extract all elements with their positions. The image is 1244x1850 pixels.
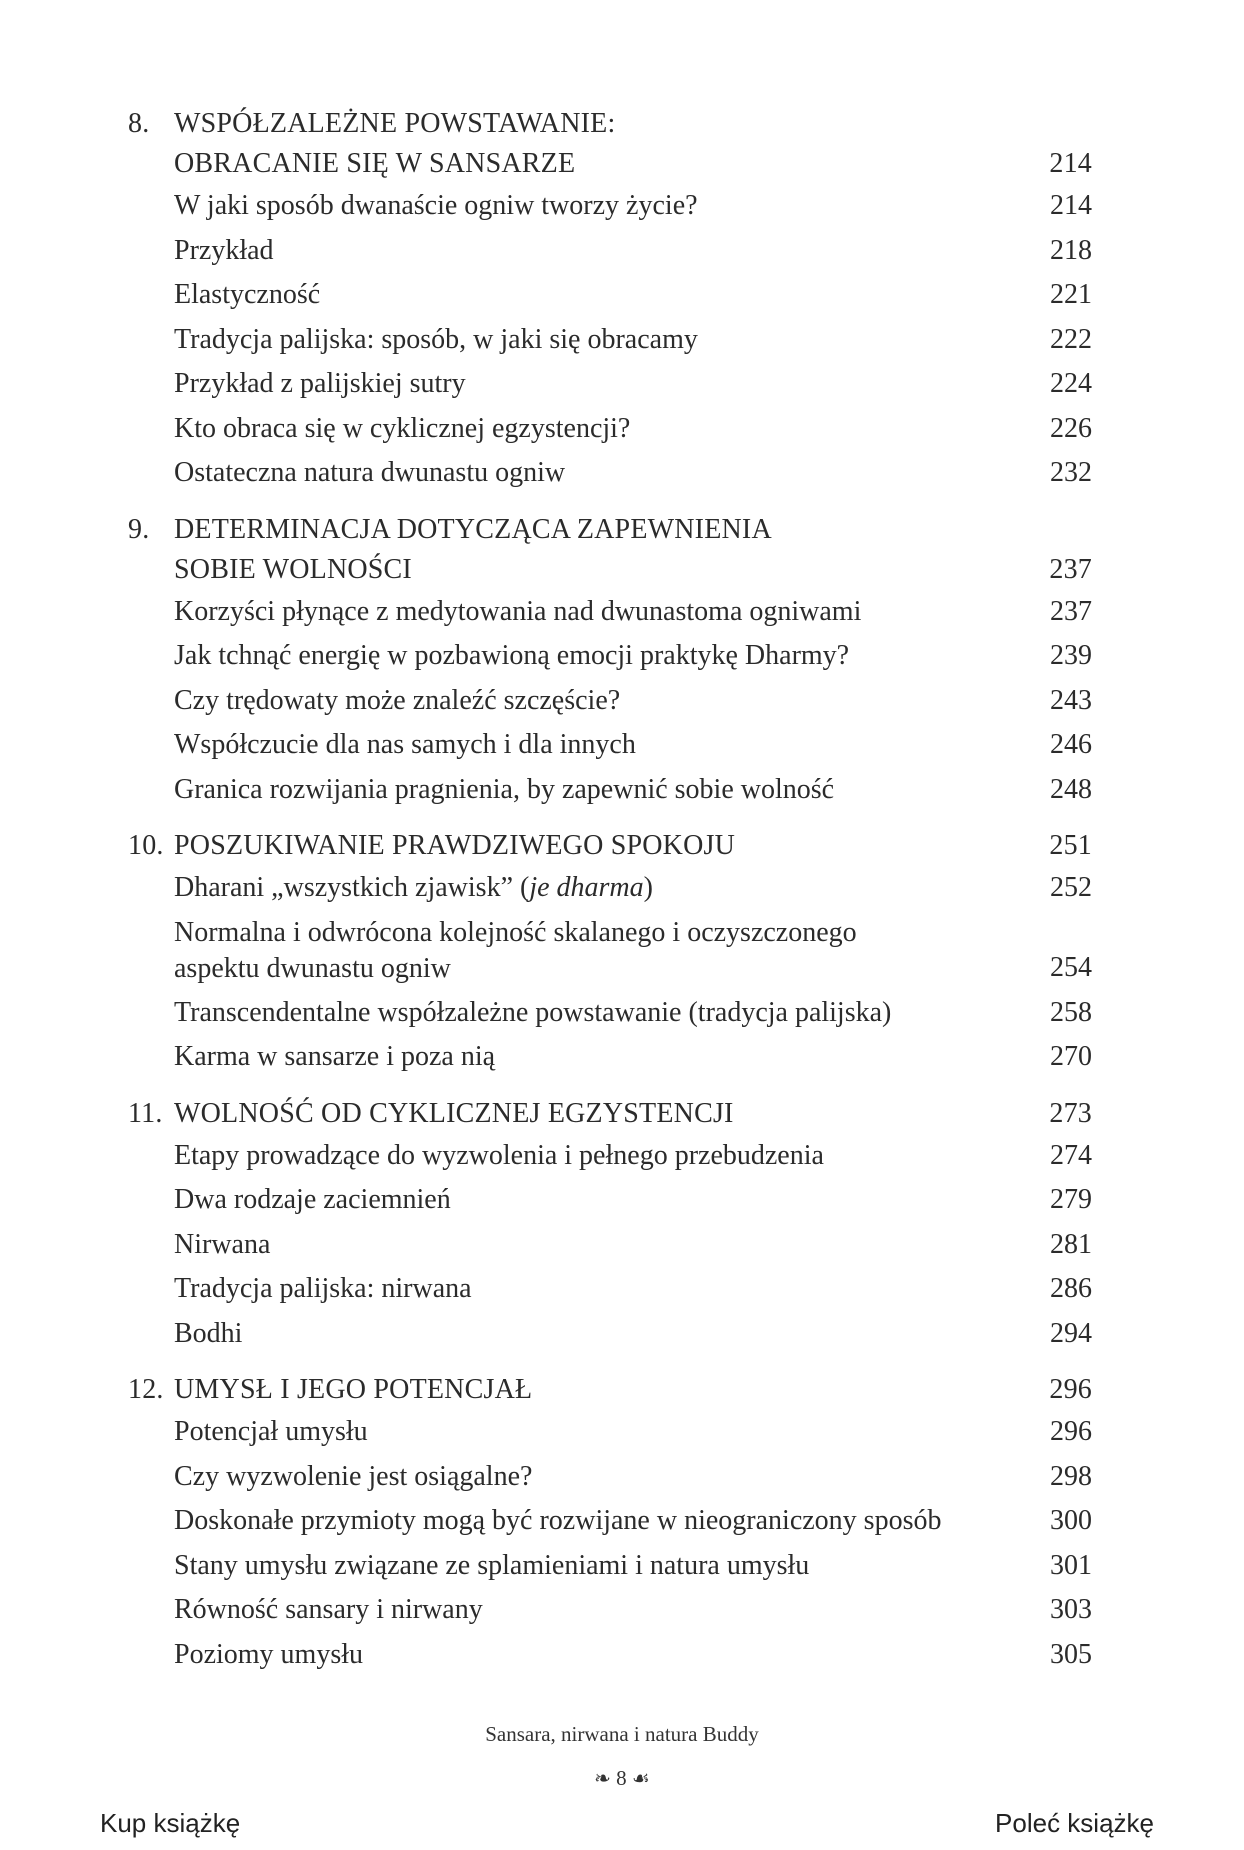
toc-entry-title-italic: je dharma [529,872,644,903]
toc-entry [128,991,1092,1036]
toc-entry-page-number: 254 [1050,952,1092,983]
toc-entry-page-number: 218 [1050,234,1092,266]
ornament-left-icon: ❧ [594,1768,611,1790]
toc-entry-title: Normalna i odwrócona kolejność skalanego i oczyszczonego aspektu dwunastu ogniw [174,916,857,984]
toc-entry [128,590,1092,635]
chapter-title: UMYSŁ I JEGO POTENCJAŁ [174,1374,533,1405]
toc-entry-title: Transcendentalne współzależne powstawanie (tradycja palijska) [174,996,892,1028]
toc-entry-page-number: 298 [1050,1460,1092,1492]
toc-entry [128,1588,1092,1633]
toc-entry-title: Współczucie dla nas samych i dla innych [174,729,636,760]
recommend-book-link[interactable]: Poleć książkę [995,1808,1154,1838]
chapter-page-number: 251 [1049,830,1092,861]
toc-entry-page-number: 237 [1050,595,1092,627]
toc-entry-title-part: ) [643,872,653,903]
toc-entry-title: Karma w sansarze i poza nią [174,1041,496,1072]
toc-entry-title: Stany umysłu związane ze splamieniami i natura umysłu [174,1549,810,1581]
toc-entry-page-number: 252 [1050,872,1092,903]
chapter-number: 10. [128,830,164,861]
toc-entry [128,1312,1092,1357]
toc-entry [128,1499,1092,1544]
toc-entry [128,318,1092,363]
toc-entry-title: Ostateczna natura dwunastu ogniw [174,457,566,488]
chapter-number: 9. [128,513,150,545]
toc-entry-page-number: 279 [1050,1184,1092,1215]
toc-entry-page-number: 221 [1050,279,1092,310]
toc-entry-title: Potencjał umysłu [174,1416,368,1447]
chapter-block [128,1370,1092,1677]
toc-entry-page-number: 303 [1050,1594,1092,1625]
toc-entry [128,451,1092,496]
chapter-block [128,510,1092,813]
chapter-title: WOLNOŚĆ OD CYKLICZNEJ EGZYSTENCJI [174,1097,734,1129]
toc-entry-title: Elastyczność [174,279,321,310]
toc-entry-page-number: 296 [1050,1416,1092,1447]
toc-entry [128,679,1092,724]
toc-entry [128,184,1092,229]
toc-entry [128,407,1092,452]
toc-entry-page-number: 222 [1050,323,1092,355]
toc-entry-title [174,866,1012,911]
toc-entry [128,273,1092,318]
toc-entry-page-number: 281 [1050,1228,1092,1260]
toc-entry [128,911,1092,991]
toc-entry-page-number: 274 [1050,1139,1092,1171]
toc-entry-page-number: 232 [1050,457,1092,488]
footer-links [100,1808,1154,1839]
toc-entry-page-number: 239 [1050,640,1092,671]
chapter-heading [128,104,1092,184]
toc-entry-title: Równość sansary i nirwany [174,1594,483,1625]
chapter-title: DETERMINACJA DOTYCZĄCA ZAPEWNIENIA SOBIE WOLNOŚCI [174,513,772,585]
toc-entry-page-number: 243 [1050,684,1092,716]
chapter-heading [128,826,1092,866]
toc-entry-page-number: 226 [1050,412,1092,444]
toc-entry-page-number: 270 [1050,1041,1092,1072]
toc-entry-title: Czy wyzwolenie jest osiągalne? [174,1460,533,1492]
toc-entry-title: Przykład [174,234,274,266]
chapter-page-number: 296 [1049,1374,1092,1405]
chapter-block [128,104,1092,496]
ornament-right-icon: ☙ [631,1768,650,1790]
toc-entry [128,229,1092,274]
toc-entry-title: Korzyści płynące z medytowania nad dwunastoma ogniwami [174,595,862,627]
toc-entry-page-number: 301 [1050,1549,1092,1581]
toc-entry-title: Nirwana [174,1228,271,1260]
toc-entry-title: Przykład z palijskiej sutry [174,368,466,399]
chapter-page-number: 214 [1049,148,1092,179]
toc-entry-page-number: 258 [1050,996,1092,1028]
toc-entry-title: Doskonałe przymioty mogą być rozwijane w nieograniczony sposób [174,1505,942,1536]
toc-entry-title: Granica rozwijania pragnienia, by zapewnić sobie wolność [174,773,835,805]
chapter-block [128,826,1092,1080]
chapter-heading [128,510,1092,590]
toc-entry-title: Tradycja palijska: sposób, w jaki się obracamy [174,323,698,355]
toc-entry [128,362,1092,407]
running-footer-title: Sansara, nirwana i natura Buddy [485,1722,759,1746]
toc-entry [128,768,1092,813]
chapter-number: 11. [128,1097,163,1129]
toc-entry [128,1178,1092,1223]
chapter-page-number: 237 [1049,553,1092,585]
toc-entry-page-number: 286 [1050,1273,1092,1304]
toc-entry [128,1223,1092,1268]
chapter-title: POSZUKIWANIE PRAWDZIWEGO SPOKOJU [174,830,736,861]
toc-entry-title: Kto obraca się w cyklicznej egzystencji? [174,412,631,444]
toc-entry-page-number: 294 [1050,1317,1092,1349]
toc-entry [128,1267,1092,1312]
toc-entry-title: Jak tchnąć energię w pozbawioną emocji praktykę Dharmy? [174,640,850,671]
toc-entry-title: Czy trędowaty może znaleźć szczęście? [174,684,621,716]
toc-entry-title: Etapy prowadzące do wyzwolenia i pełnego przebudzenia [174,1139,824,1171]
chapter-number: 12. [128,1374,164,1405]
toc-entry [128,866,1092,911]
table-of-contents [128,104,1092,1691]
toc-entry-page-number: 300 [1050,1505,1092,1536]
toc-entry [128,723,1092,768]
toc-entry-title-part: Dharani „wszystkich zjawisk” ( [174,872,530,903]
chapter-page-number: 273 [1049,1097,1092,1129]
toc-entry [128,1410,1092,1455]
toc-entry [128,1035,1092,1080]
buy-book-link[interactable]: Kup książkę [100,1808,241,1838]
toc-entry [128,1134,1092,1179]
toc-entry-title: Bodhi [174,1317,243,1349]
toc-entry [128,1455,1092,1500]
chapter-heading [128,1370,1092,1410]
toc-entry-page-number: 224 [1050,368,1092,399]
chapter-number: 8. [128,108,150,139]
toc-entry-title: W jaki sposób dwanaście ogniw tworzy życie? [174,190,698,221]
toc-entry-page-number: 214 [1050,190,1092,221]
toc-entry-page-number: 305 [1050,1638,1092,1670]
toc-entry [128,634,1092,679]
toc-entry-page-number: 248 [1050,773,1092,805]
toc-entry [128,1633,1092,1678]
chapter-heading [128,1094,1092,1134]
toc-entry-title: Tradycja palijska: nirwana [174,1273,472,1304]
page-number-footer [0,1766,1244,1791]
toc-entry [128,1544,1092,1589]
chapter-block [128,1094,1092,1357]
toc-entry-title: Dwa rodzaje zaciemnień [174,1184,451,1215]
toc-entry-page-number: 246 [1050,729,1092,760]
toc-entry-title: Poziomy umysłu [174,1638,364,1670]
page-number: 8 [616,1766,627,1790]
chapter-title: WSPÓŁZALEŻNE POWSTAWANIE: OBRACANIE SIĘ W SANSARZE [174,108,616,179]
